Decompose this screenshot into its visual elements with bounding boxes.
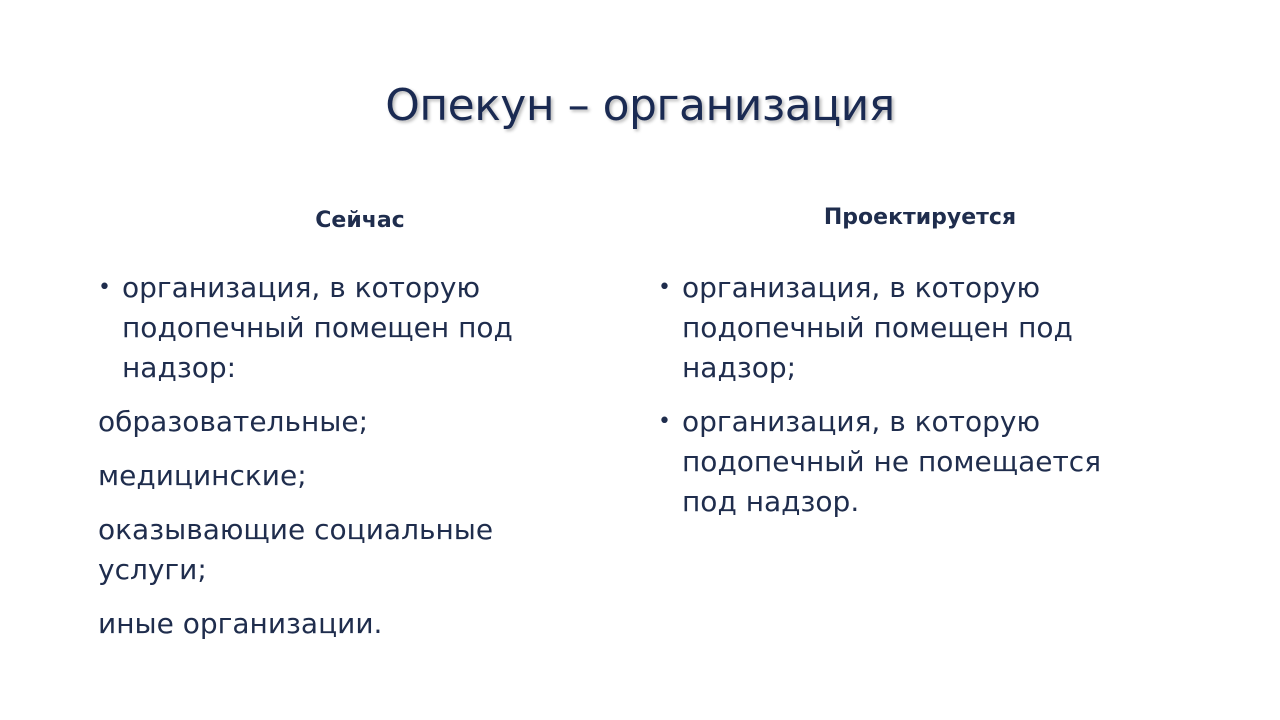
left-list-item	[98, 604, 598, 644]
list-item-line: медицинские;	[98, 459, 307, 492]
right-column	[658, 268, 1178, 536]
bullet-line: подопечный не помещается	[682, 445, 1102, 478]
left-list-item	[98, 402, 598, 442]
bullet-line: организация, в которую	[682, 405, 1041, 438]
left-column-heading: Сейчас	[315, 208, 405, 233]
bullet-line: надзор;	[682, 351, 797, 384]
bullet-line: организация, в которую	[682, 271, 1041, 304]
list-item-line: оказывающие социальные	[98, 513, 494, 546]
left-column	[98, 268, 598, 658]
list-item-line: услуги;	[98, 553, 207, 586]
right-bullet-item	[658, 268, 1178, 388]
list-item-line: образовательные;	[98, 405, 369, 438]
list-item-line: иные организации.	[98, 607, 383, 640]
slide-title: Опекун – организация	[385, 80, 895, 131]
left-list-item	[98, 510, 598, 590]
bullet-line: надзор:	[122, 351, 237, 384]
bullet-line: подопечный помещен под	[682, 311, 1073, 344]
bullet-line: организация, в которую	[122, 271, 481, 304]
right-bullet-item	[658, 402, 1178, 522]
bullet-line: подопечный помещен под	[122, 311, 513, 344]
left-bullet-item	[98, 268, 598, 388]
bullet-icon: •	[658, 275, 671, 300]
right-column-heading: Проектируется	[823, 205, 1017, 230]
bullet-icon: •	[658, 409, 671, 434]
left-list-item	[98, 456, 598, 496]
bullet-icon: •	[98, 275, 111, 300]
bullet-line: под надзор.	[682, 485, 860, 518]
